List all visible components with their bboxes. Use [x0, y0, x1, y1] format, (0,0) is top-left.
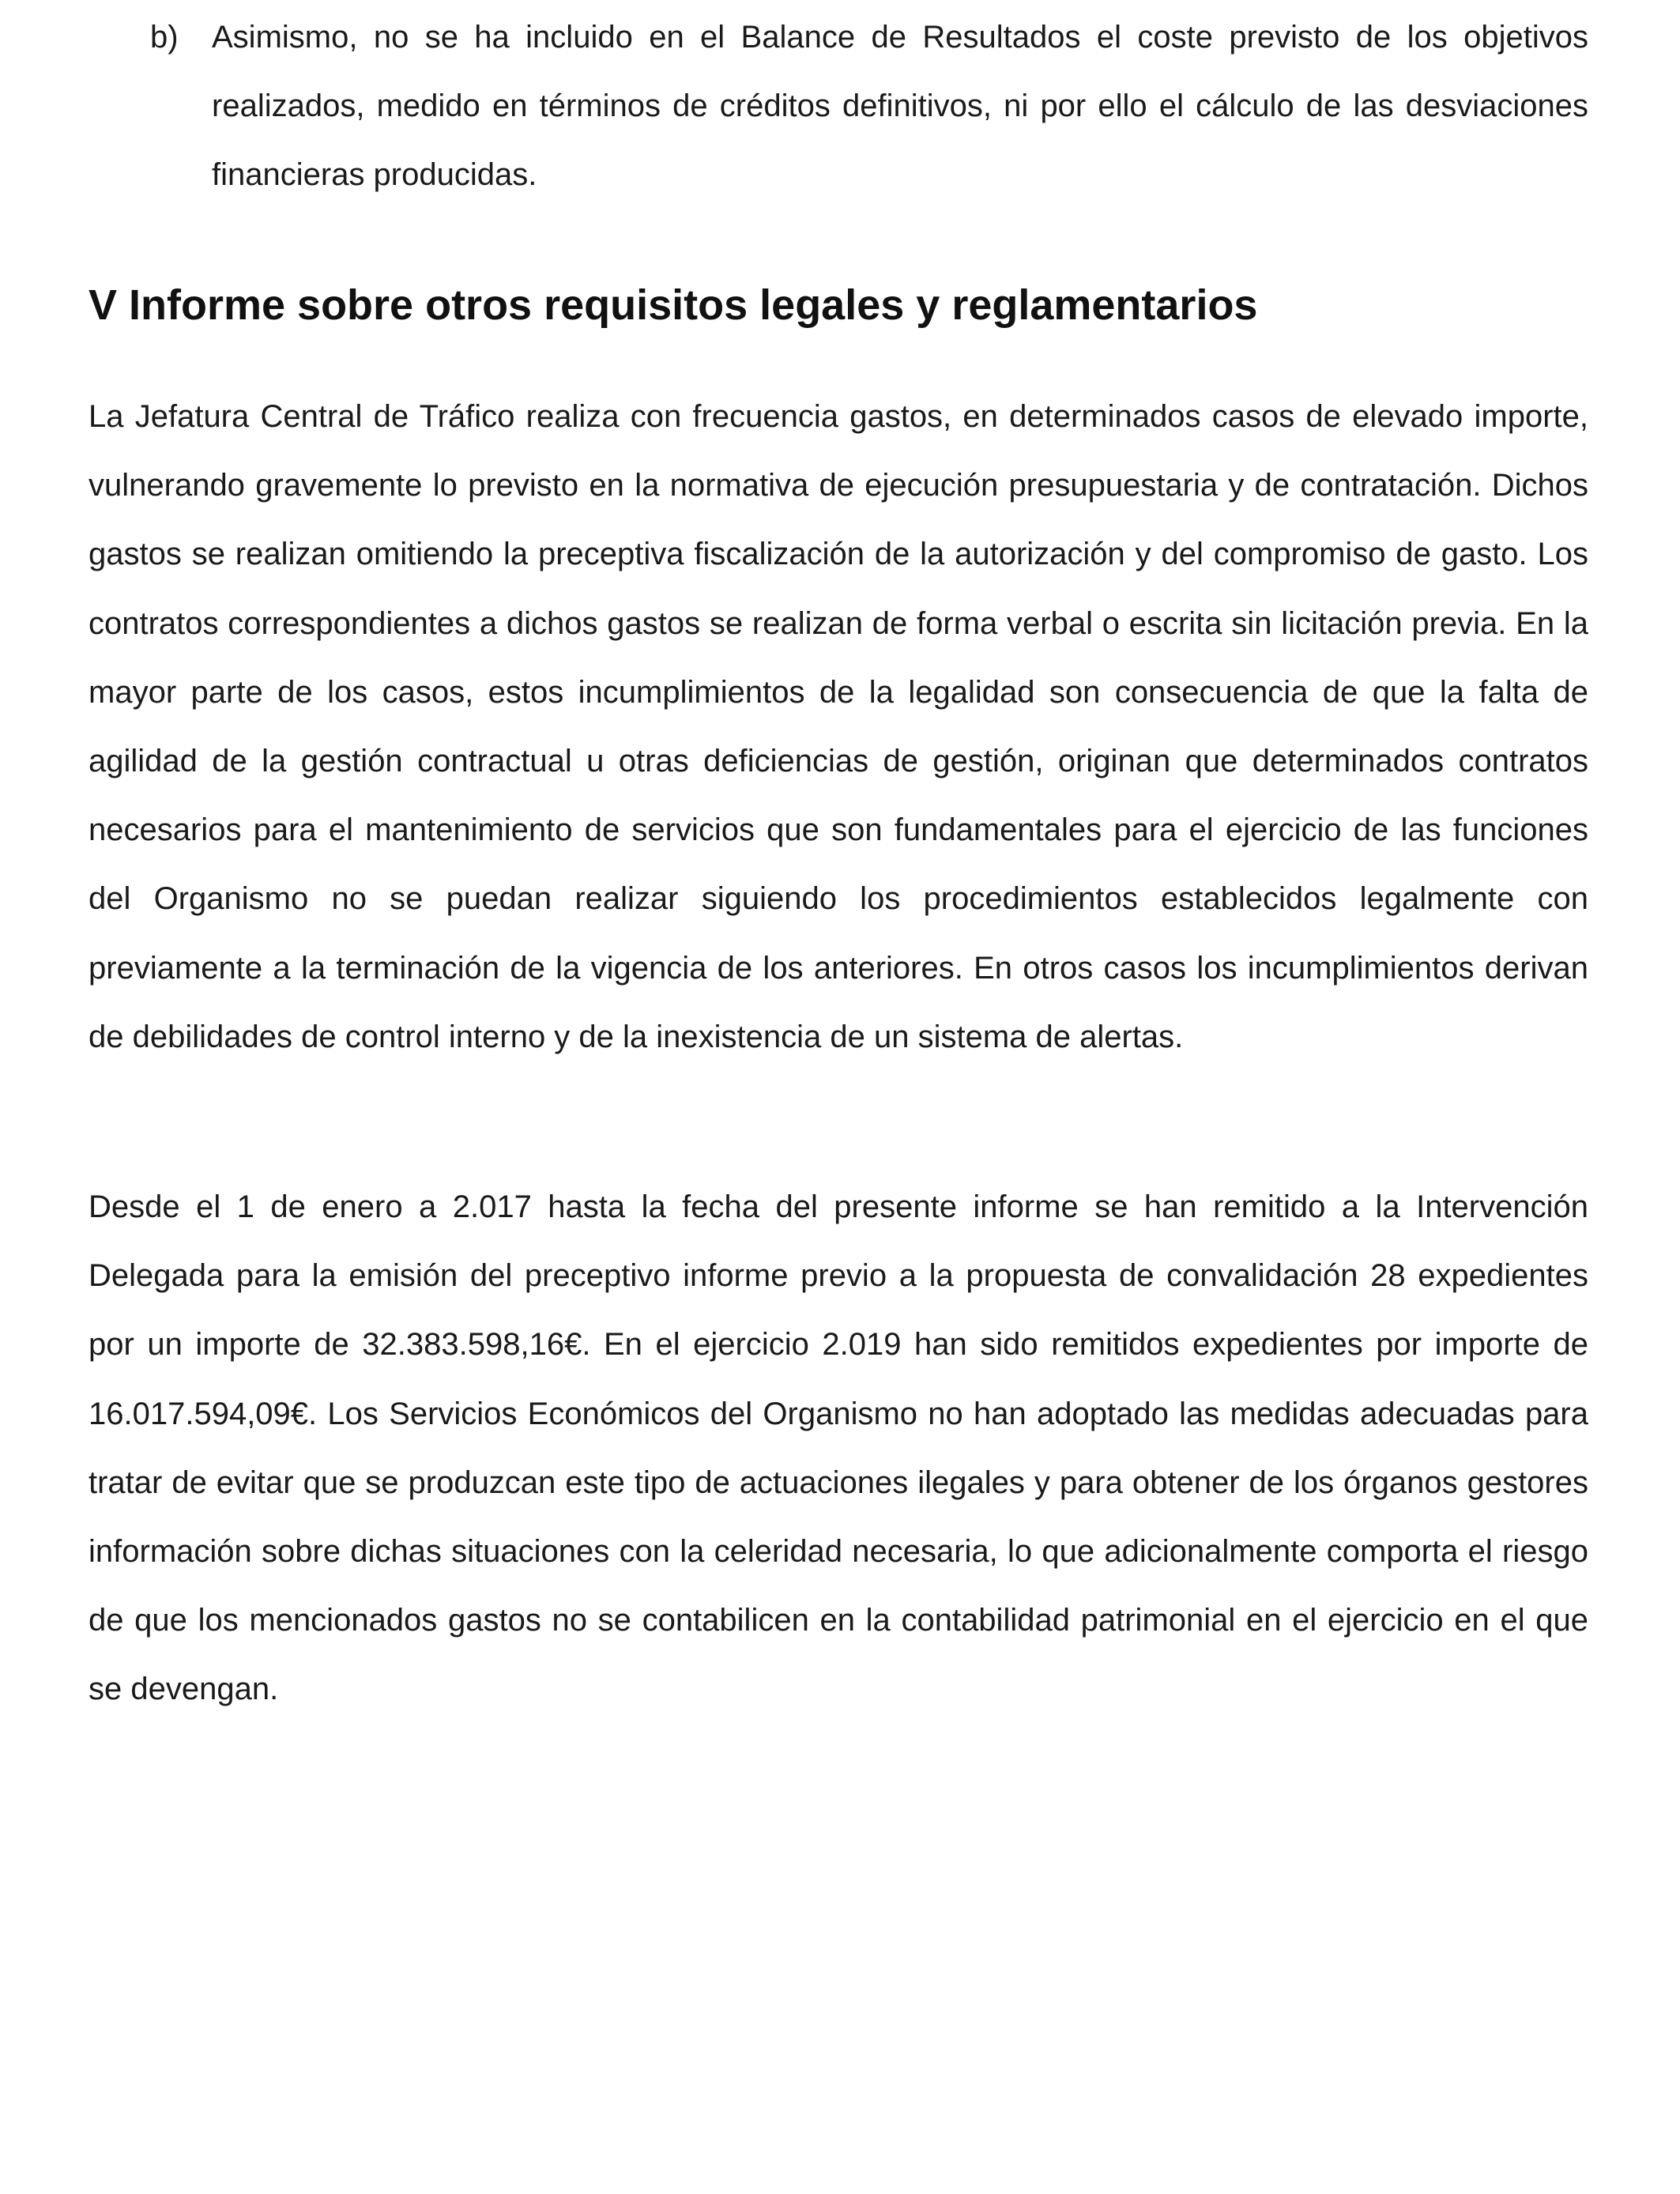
paragraph-convalidation-files: Desde el 1 de enero a 2.017 hasta la fecha del presente informe se han remitido a la Intervención Delegada para la emisión del preceptivo informe previo a la propuesta de convalidación 28 expedientes por un importe de 32.383.598,16€. En el ejercicio 2.019 han sido remitidos expedientes por importe de 16.017.594,09€. Los Servicios Económicos del Organismo no han adoptado las medidas adecuadas para tratar de evitar que se produzcan este tipo de actuaciones ilegales y para obtener de los órganos gestores información sobre dichas situaciones con la celeridad necesaria, lo que adicionalmente comporta el riesgo de que los mencionados gastos no se contabilicen en la contabilidad patrimonial en el ejercicio en el que se devengan.	[89, 1189, 1588, 1707]
section-heading: V Informe sobre otros requisitos legales y reglamentarios	[89, 281, 1258, 329]
paragraph-irregular-expenses: La Jefatura Central de Tráfico realiza con frecuencia gastos, en determinados casos de elevado importe, vulnerando gravemente lo previsto en la normativa de ejecución presupuestaria y de contratación. Dichos gastos se realizan omitiendo la preceptiva fiscalización de la autorización y del compromiso de gasto. Los contratos correspondientes a dichos gastos se realizan de forma verbal o escrita sin licitación previa. En la mayor parte de los casos, estos incumplimientos de la legalidad son consecuencia de que la falta de agilidad de la gestión contractual u otras deficiencias de gestión, originan que determinados contratos necesarios para el mantenimiento de servicios que son fundamentales para el ejercicio de las funciones del Organismo no se puedan realizar siguiendo los procedimientos establecidos legalmente con previamente a la terminación de la vigencia de los anteriores. En otros casos los incumplimientos derivan de debilidades de control interno y de la inexistencia de un sistema de alertas.	[89, 399, 1588, 1054]
list-item-text: Asimismo, no se ha incluido en el Balance de Resultados el coste previsto de los objetivos realizados, medido en términos de créditos definitivos, ni por ello el cálculo de las desviaciones financieras producidas.	[212, 20, 1588, 192]
list-marker: b)	[150, 20, 179, 55]
